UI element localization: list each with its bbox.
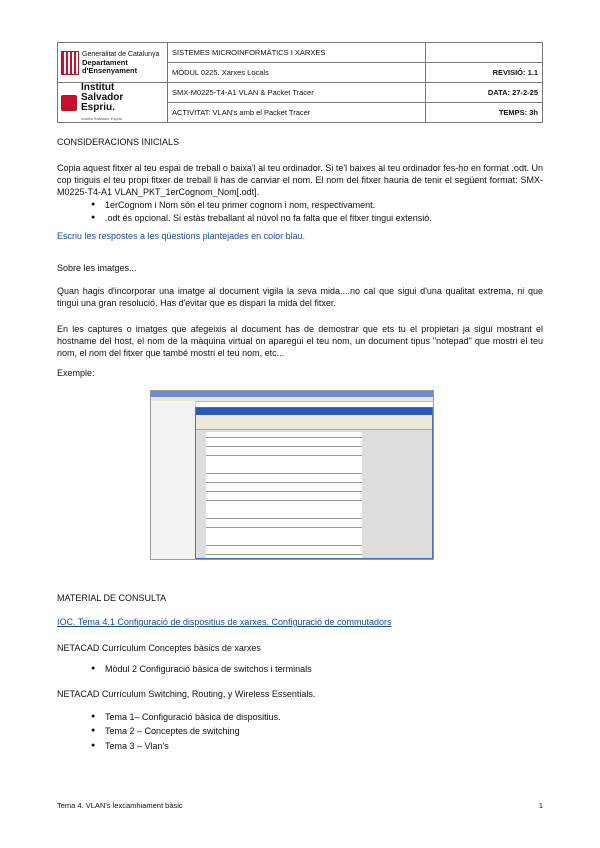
- generalitat-line-3: d'Ensenyament: [82, 65, 138, 75]
- ioc-link[interactable]: IOC. Tema 4.1 Configuració de dispositius de xarxes. Configuració de commutadors: [57, 617, 392, 627]
- material-heading: MATERIAL DE CONSULTA: [57, 593, 167, 603]
- generalitat-line-1: Generalitat de Catalunya: [82, 50, 160, 58]
- intro-bullet-2: ● .odt és opcional. Si estàs treballant al núvol no fa falta que el fitxer tingui extensió.: [105, 212, 432, 224]
- header-row-1-left: SISTEMES MICROINFORMÀTICS I XARXES: [168, 43, 426, 63]
- intro-paragraph: Copia aquest fitxer al teu espai de treball o baixa'l al teu ordinador. Si te'l baixes al teu ordinador fes-ho en format .odt. Un cop tinguis el teu propi fitxer de treball li has de canviar el nom. El nom del fitxer hauria de tenir el següent format: SMX-M0225-T4-A1 VLAN_PKT_1erCognom_Nom[.odt].: [57, 163, 543, 197]
- netacad-2-bullet-1: ● Tema 1– Configuració bàsica de dispositius.: [105, 711, 281, 723]
- screenshot-document-page: [206, 432, 362, 558]
- intro-bullet-1: ● 1erCognom i Nom són el teu primer cognom i nom, respectivament.: [105, 199, 375, 211]
- institut-line-1: Institut: [81, 81, 115, 93]
- header-table: [57, 42, 543, 123]
- example-label: Exemple:: [57, 368, 95, 378]
- header-row-2-left: MÒDUL 0225. Xarxes Locals: [168, 63, 426, 83]
- header-row-2-right: REVISIÓ: 1.1: [426, 63, 543, 83]
- example-screenshot: [150, 390, 434, 560]
- generalitat-logo: [58, 43, 168, 83]
- institut-line-2: Salvador: [81, 91, 124, 103]
- footer-text: Tema 4. VLAN's lexcamhiament bàsic: [57, 801, 183, 810]
- images-heading: Sobre les imatges...: [57, 263, 137, 273]
- header-row-1-right: [426, 43, 543, 63]
- images-paragraph: Quan hagis d'incorporar una imatge al document vigila la seva mida....no cal que sigui d'una qualitat extrema, ni que tingui una gran resolució. Has d'evitar que es dispari la mida del fitxer.: [57, 286, 543, 308]
- netacad-2-bullet-2: ● Tema 2 – Conceptes de switching: [105, 725, 240, 737]
- generalitat-line-2: Departament: [82, 57, 128, 67]
- page-number: 1: [538, 801, 543, 810]
- netacad-2-bullet-3: ● Tema 3 – Vlan's: [105, 740, 169, 752]
- institut-emblem-icon: [61, 95, 77, 111]
- institut-line-3: Espriu.: [81, 101, 115, 113]
- institut-subtitle: Institut Salvador Espriu: [81, 115, 123, 121]
- generalitat-emblem-icon: [61, 51, 79, 75]
- screenshot-editor-window: [195, 407, 433, 559]
- header-row-3-right: DATA: 27-2-25: [426, 83, 543, 103]
- page-footer: [57, 801, 543, 810]
- header-row-3-left: SMX-M0225-T4-A1 VLAN & Packet Tracer: [168, 83, 426, 103]
- netacad-1-heading: NETACAD Currículum Conceptes bàsics de xarxes: [57, 643, 261, 653]
- header-row-4-left: ACTIVITAT: VLAN's amb el Packet Tracer: [168, 103, 426, 123]
- considerations-heading: CONSIDERACIONS INICIALS: [57, 137, 180, 147]
- institut-logo: [58, 83, 168, 123]
- netacad-1-bullet-1: ● Mòdul 2 Configuració bàsica de switchos i terminals: [105, 663, 312, 675]
- netacad-2-heading: NETACAD Currículum Switching, Routing, y Wireless Essentials.: [57, 689, 316, 699]
- blue-instruction: Escriu les respostes a les qüestions plantejades en color blau.: [57, 231, 306, 241]
- captures-paragraph: En les captures o imatges que afegeixis al document has de demostrar que ets tu el propietari ja sigui mostrant el hostname del host, el nom de la màquina virtual on aparegui el teu nom, un document tipus "notepad" que mostri el teu nom, el nom del fitxer que també mostri el teu nom, etc...: [57, 324, 543, 358]
- screenshot-sidebar: [151, 401, 196, 559]
- header-row-4-right: TEMPS: 3h: [426, 103, 543, 123]
